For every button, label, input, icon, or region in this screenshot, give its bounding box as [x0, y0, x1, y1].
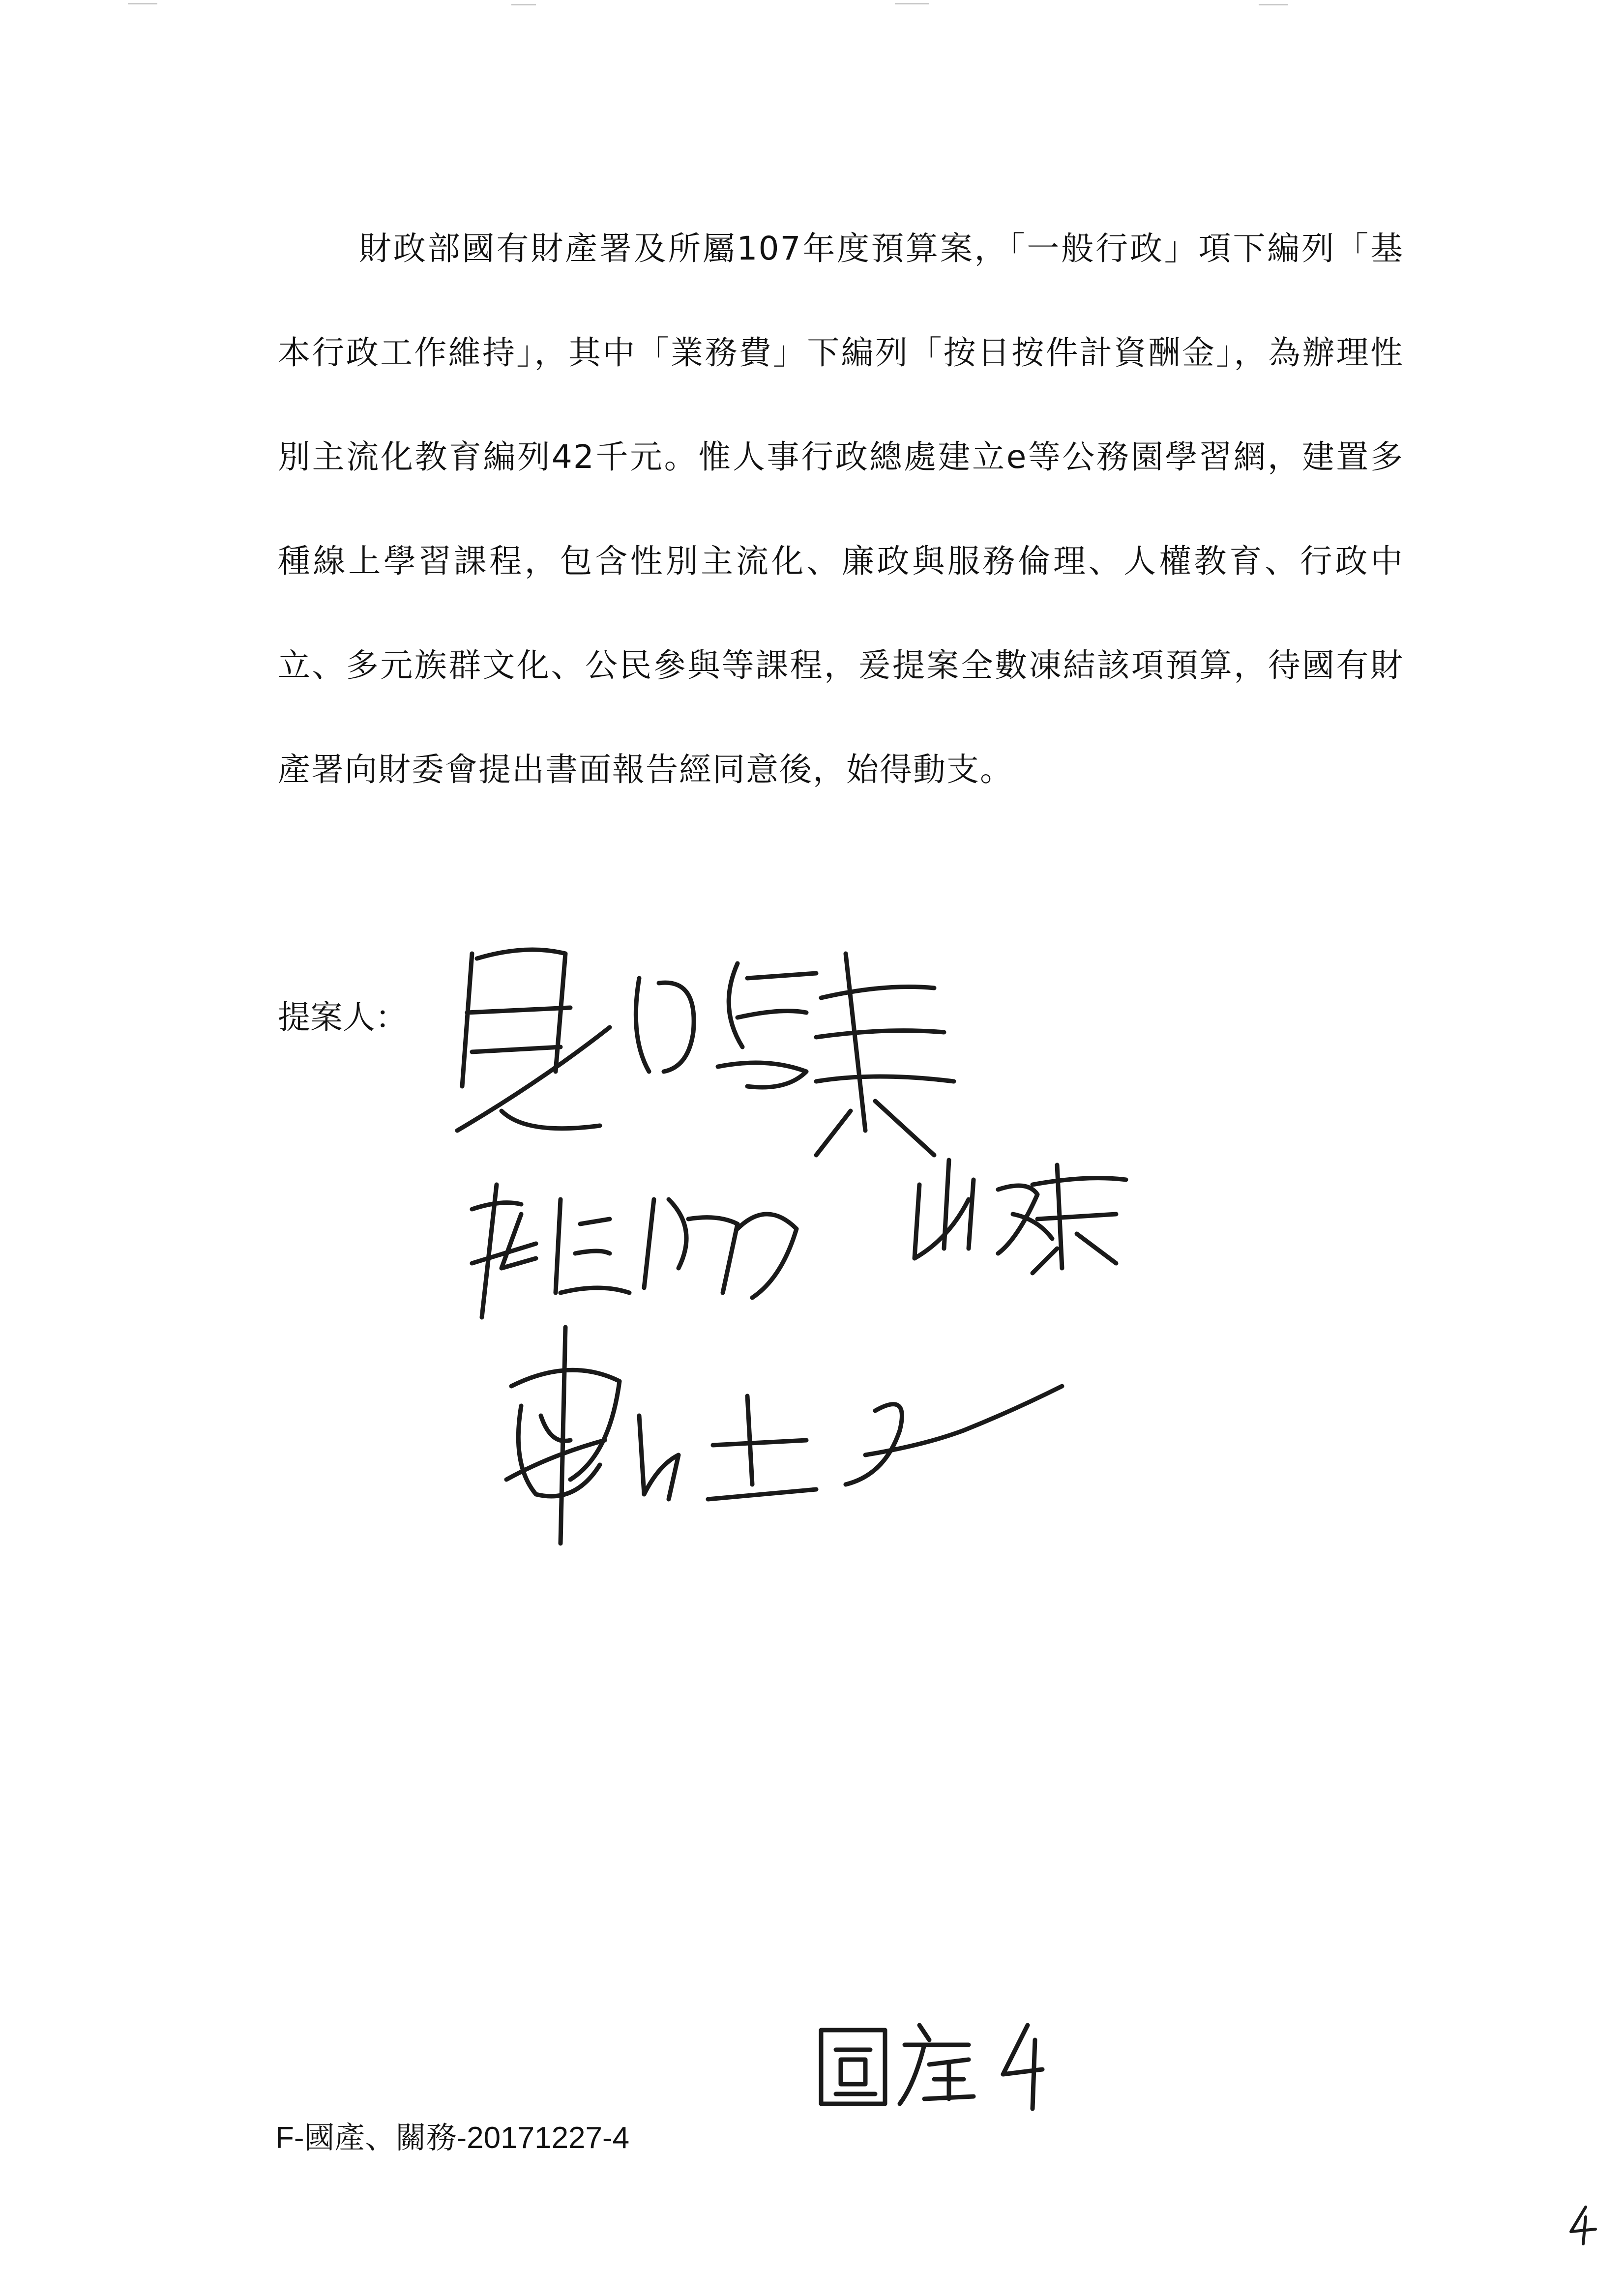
- scan-mark: [1259, 4, 1288, 5]
- scan-mark: [511, 4, 536, 5]
- handwritten-signature-4: [492, 1317, 1082, 1563]
- proposer-label: 提案人：: [278, 998, 408, 1036]
- scan-mark: [895, 3, 929, 4]
- handwritten-signature-2: [462, 1170, 865, 1337]
- handwritten-signature-3: [910, 1140, 1165, 1308]
- document-id: F-國產、關務-20171227-4: [275, 2121, 630, 2155]
- proposal-paragraph: 財政部國有財產署及所屬107年度預算案，「一般行政」項下編列「基本行政工作維持」，其中「業務費」下編列「按日按件計資酬金」，為辦理性別主流化教育編列42千元。惟人事行政總處建立e等公務園學習網，建置多種線上學習課程，包含性別主流化、廉政與服務倫理、人權教育、行政中立、多元族群文化、公民參與等課程，爰提案全數凍結該項預算，待國有財產署向財委會提出書面報告經同意後，始得動支。: [278, 230, 1404, 788]
- scan-mark: [128, 3, 157, 4]
- handwritten-page-number: [1564, 2202, 1603, 2246]
- handwritten-stamp-text: [811, 2010, 1067, 2119]
- handwritten-signature-1: [443, 924, 983, 1180]
